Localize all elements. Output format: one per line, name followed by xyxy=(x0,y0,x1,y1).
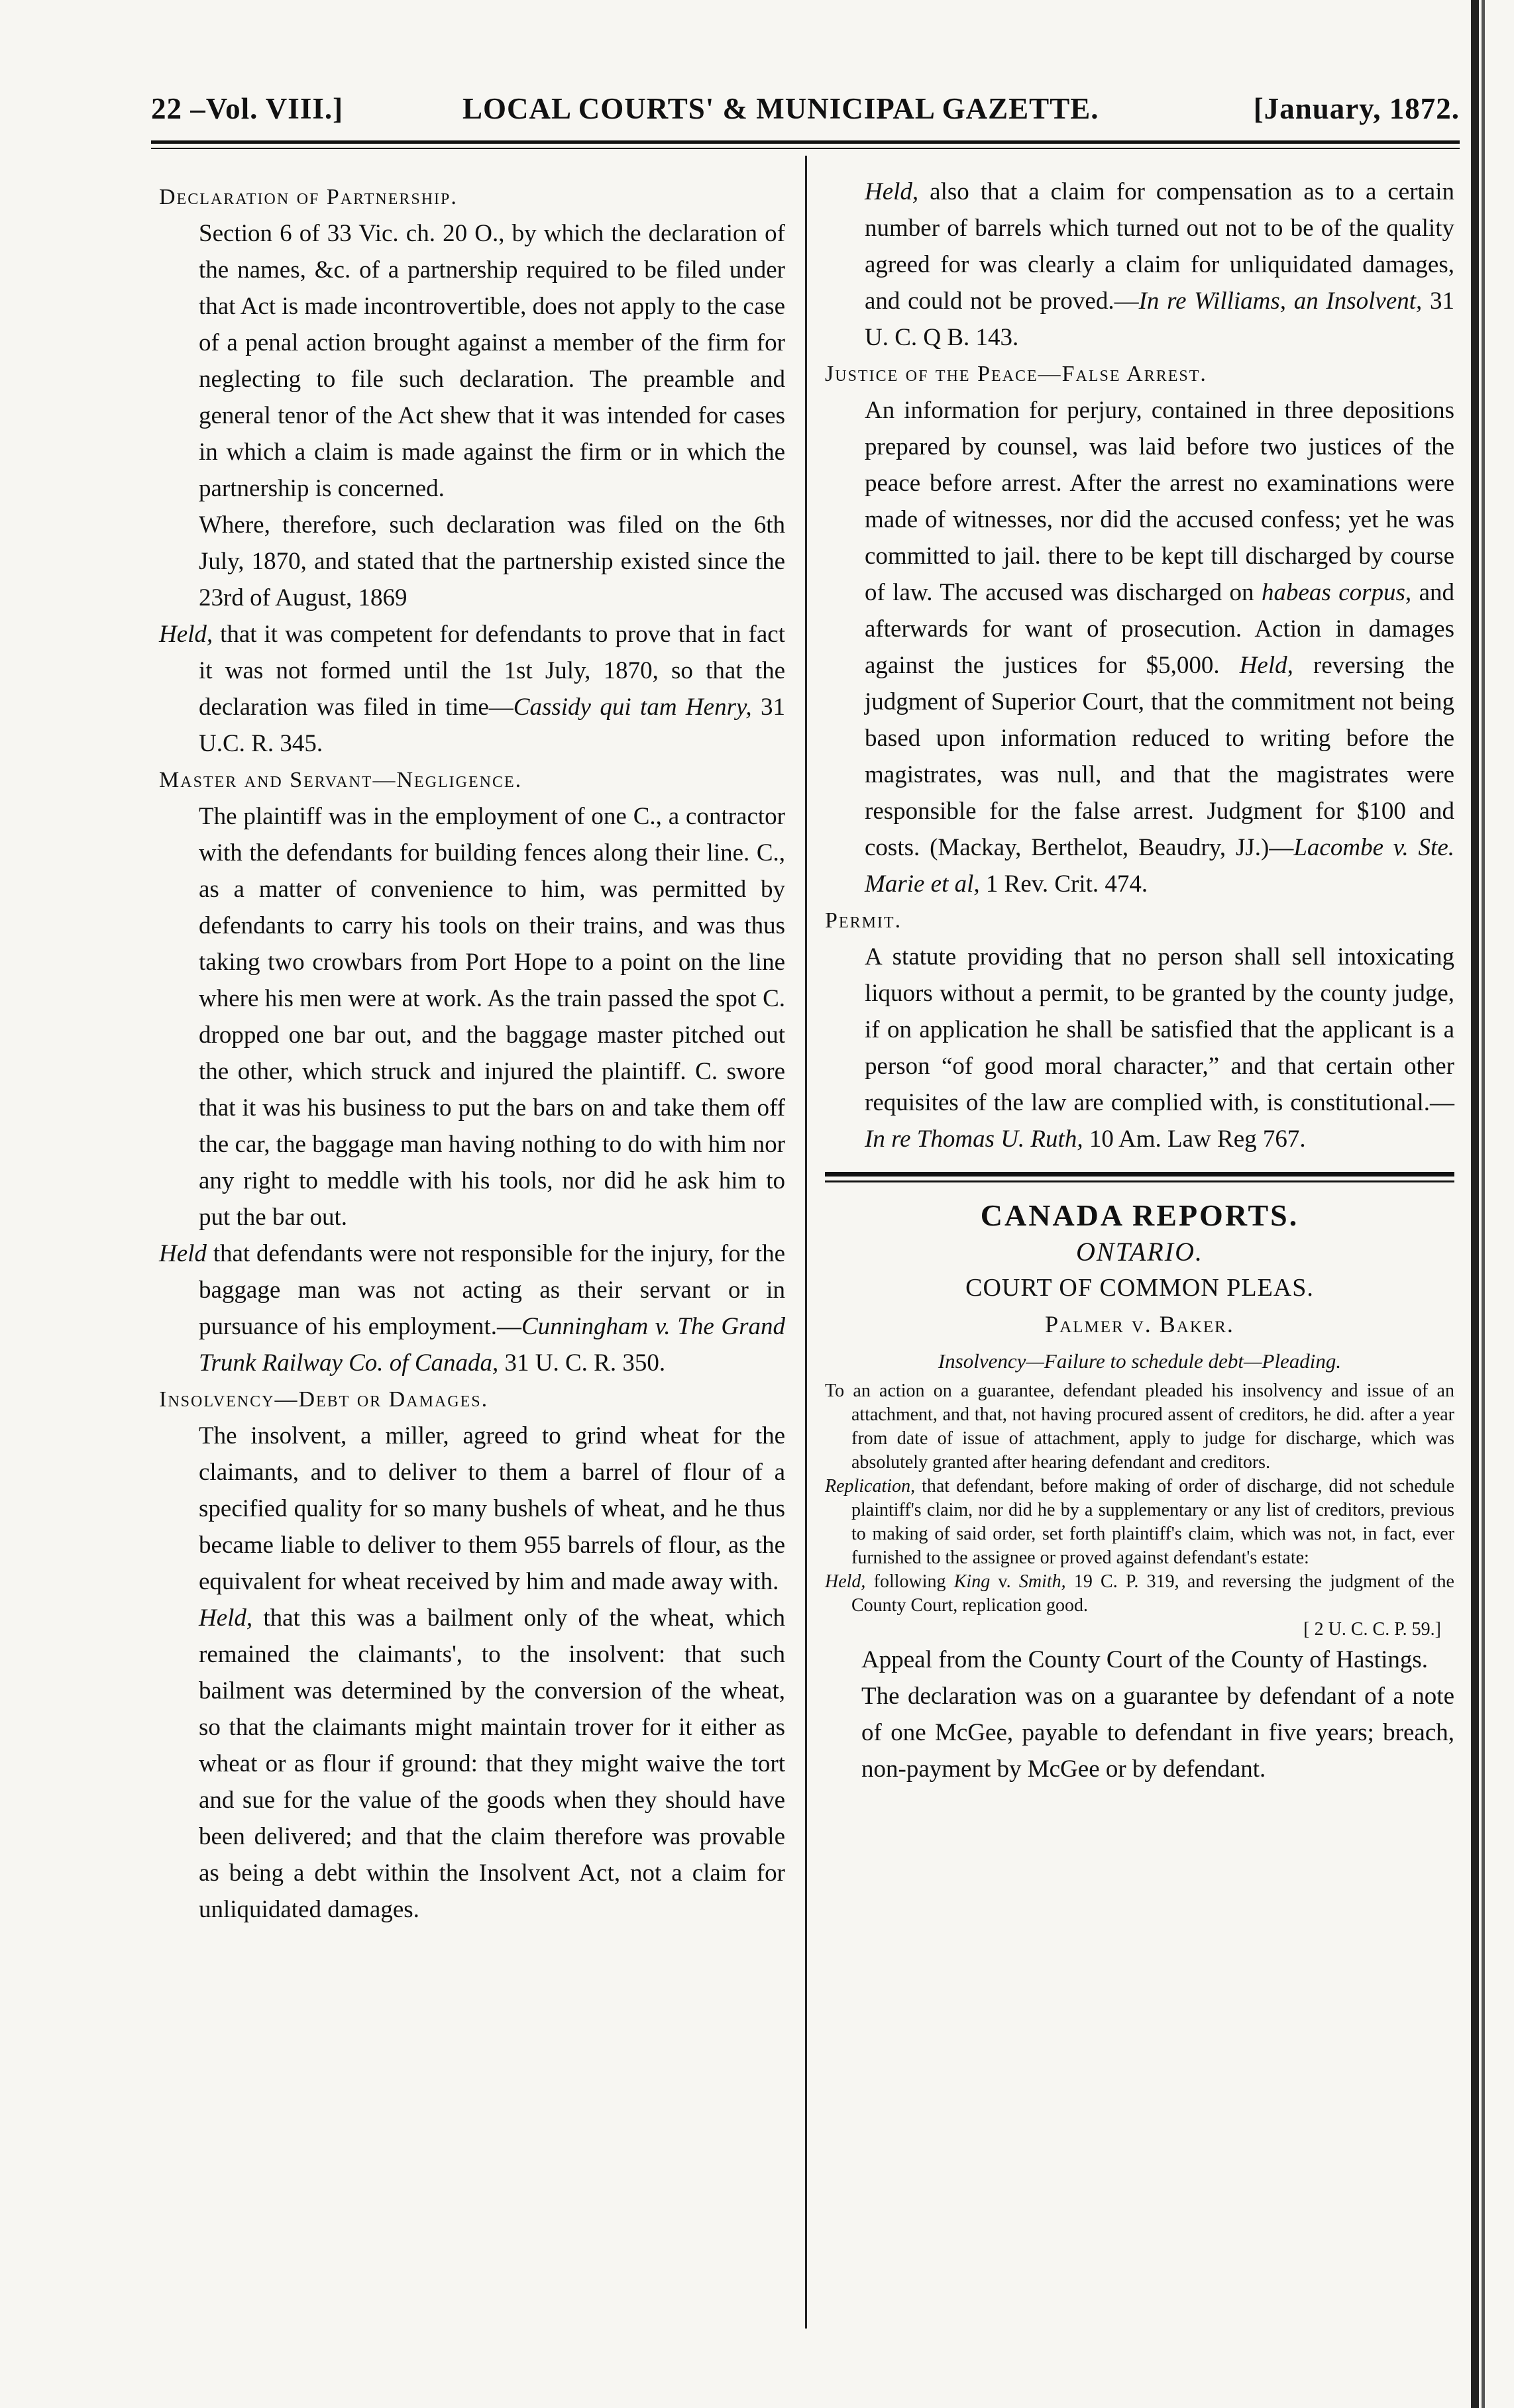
section-rule-thin xyxy=(825,1180,1454,1182)
case-citation: 10 Am. Law Reg 767. xyxy=(1083,1125,1306,1153)
paragraph: The plaintiff was in the employment of one C., a contractor with the defendants for building fences along their line. C., as a matter of convenience to him, was permitted by defendants to carry his tools on their trains, and was thus taking two crowbars from Port Hope to a point on the line where his men were at work. As the train passed the spot C. dropped one bar out, and the baggage master pitched out the other, which struck and injured the plaintiff. C. swore that it was his business to put the bars on and take them off the car, the baggage man having nothing to do with him nor any right to meddle with his tools, nor did he ask him to put the bar out. xyxy=(199,803,785,1231)
paragraph xyxy=(825,392,1454,902)
held-text: that it was competent for defendants to prove that in fact it was not formed until the 1st July, 1870, so that the declaration was filed in time— xyxy=(199,621,785,721)
case-name: Cassidy qui tam Henry, xyxy=(513,694,752,721)
held-word: Held, xyxy=(159,621,213,648)
held-paragraph xyxy=(825,174,1454,356)
syllabus-paragraph xyxy=(825,1475,1454,1570)
case-citation: 31 U. C. Q B. 143. xyxy=(865,288,1455,351)
case-name: Cunningham v. The Grand Trunk Railway Co. of Canada, xyxy=(199,1313,785,1377)
held-text: that this was a bailment only of the wheat, which remained the claimants', to the insolvent: that such bailment was determined by the conversion of the wheat, so that the claimants might maintain trover for it either as wheat or as flour if ground: that they might waive the tort and sue for the value of the goods when they should have been delivered; and that the claim therefore was provable as being a debt within the Insolvent Act, not a claim for unliquidated damages. xyxy=(199,1604,785,1923)
replication-word: Replication, xyxy=(825,1476,916,1496)
held-word: Held, xyxy=(1239,652,1293,679)
province-heading: ONTARIO. xyxy=(1076,1237,1203,1267)
paragraph: Appeal from the County Court of the County of Hastings. xyxy=(861,1646,1429,1673)
section-heading-master-servant: Master and Servant—Negligence. xyxy=(159,768,523,792)
publication-title: LOCAL COURTS' & MUNICIPAL GAZETTE. xyxy=(462,92,1099,125)
page-edge xyxy=(1471,0,1479,2408)
case-name: In re Thomas U. Ruth, xyxy=(865,1125,1083,1153)
syllabus-paragraph: To an action on a guarantee, defendant pleaded his insolvency and issue of an attachment, and that, not having procured assent of creditors, he did. after a year from date of issue of attachment, apply to judge for discharge, which was absolutely granted after hearing defendant and creditors. xyxy=(825,1381,1454,1473)
syllabus-text: that defendant, before making of order of discharge, did not schedule plaintiff's claim, nor did he by a supplementary or any list of creditors, previous to making of said order, set forth plaintiff's claim, which was not, in fact, ever furnished to the assignee or proved against defendant's estate: xyxy=(851,1476,1454,1568)
held-paragraph xyxy=(159,616,785,762)
paragraph: The declaration was on a guarantee by defendant of a note of one McGee, payable to defendant in five years; breach, non-payment by McGee or by defendant. xyxy=(861,1683,1454,1783)
case-citation: 31 U.C. R. 345. xyxy=(199,694,785,757)
syllabus-text: 19 C. P. 319, and reversing the judgment of the County Court, replication good. xyxy=(851,1571,1454,1616)
running-head xyxy=(151,91,1460,138)
held-word: Held, xyxy=(825,1571,866,1592)
held-text: also that a claim for compensation as to a certain number of barrels which turned out not to be of the quality agreed for was clearly a claim for unliquidated damages, and could not be proved.— xyxy=(865,178,1454,315)
paragraph-text: An information for perjury, contained in three depositions prepared by counsel, was laid before two justices of the peace before arrest. After the arrest no examinations were made of witnesses, nor did the accused confess; yet he was committed to jail. there to be kept till discharged by course of law. The accused was discharged on xyxy=(865,397,1454,606)
court-heading: COURT OF COMMON PLEAS. xyxy=(965,1274,1314,1302)
held-paragraph xyxy=(159,1600,785,1928)
page-volume: 22 –Vol. VIII.] xyxy=(151,92,344,125)
case-title: Palmer v. Baker. xyxy=(1045,1311,1234,1337)
header-rule xyxy=(151,140,1460,144)
section-heading-insolvency: Insolvency—Debt or Damages. xyxy=(159,1387,489,1412)
paragraph: Where, therefore, such declaration was filed on the 6th July, 1870, and stated that the partnership existed since the 23rd of August, 1869 xyxy=(199,511,785,611)
report-citation: [ 2 U. C. C. P. 59.] xyxy=(1303,1619,1441,1640)
paragraph: The insolvent, a miller, agreed to grind wheat for the claimants, and to deliver to them a barrel of flour of a specified quality for so many bushels of wheat, and he thus became liable to deliver to them 955 barrels of flour, as the equivalent for wheat received by him and made away with. xyxy=(199,1422,785,1595)
syllabus-text: following xyxy=(865,1571,954,1592)
paragraph xyxy=(825,939,1454,1157)
paragraph-text: and afterwards for want of prosecution. Action in damages against the justices for $5,000. xyxy=(865,579,1454,679)
held-paragraph xyxy=(159,1235,785,1381)
section-rule xyxy=(825,1172,1454,1177)
reports-title: CANADA REPORTS. xyxy=(980,1198,1299,1232)
case-name: In re Williams, an Insolvent, xyxy=(1138,288,1423,315)
held-word: Held xyxy=(159,1240,207,1267)
syllabus-title: Insolvency—Failure to schedule debt—Pleading. xyxy=(938,1349,1342,1373)
held-text: that defendants were not responsible for the injury, for the baggage man was not acting as their servant or in pursuance of his employment.— xyxy=(199,1240,785,1340)
case-name: Lacombe v. Ste. Marie et al, xyxy=(865,834,1454,898)
page-edge-inner xyxy=(1482,0,1485,2408)
left-column xyxy=(159,179,785,1928)
habeas-corpus: habeas corpus, xyxy=(1261,579,1412,606)
paragraph: Section 6 of 33 Vic. ch. 20 O., by which the declaration of the names, &c. of a partnership required to be filed under that Act is made incontrovertible, does not apply to the case of a penal action brought against a member of the firm for neglecting to file such declaration. The preamble and general tenor of the Act shew that it was intended for cases in which a claim is made against the firm or in which the partnership is concerned. xyxy=(199,220,785,502)
section-heading-partnership: Declaration of Partnership. xyxy=(159,185,458,209)
syllabus-text: v. xyxy=(990,1571,1019,1592)
syllabus-paragraph xyxy=(825,1570,1454,1618)
section-heading-permit: Permit. xyxy=(825,908,902,933)
case-citation: 1 Rev. Crit. 474. xyxy=(979,870,1148,898)
column-divider xyxy=(805,156,807,2329)
case-party: King xyxy=(953,1571,991,1592)
case-citation: 31 U. C. R. 350. xyxy=(498,1349,666,1377)
paragraph-text: A statute providing that no person shall sell intoxicating liquors without a permit, to be granted by the county judge, if on application he shall be satisfied that the applicant is a person “of good moral character,” and that certain other requisites of the law are complied with, is constitutional.— xyxy=(865,943,1454,1116)
held-word: Held, xyxy=(865,178,919,205)
section-heading-justice: Justice of the Peace—False Arrest. xyxy=(825,362,1207,386)
right-column xyxy=(825,174,1454,1787)
paragraph-text: reversing the judgment of Superior Court, that the commitment not being based upon information reduced to writing before the magistrates, was null, and that the magistrates were responsible for the false arrest. Judgment for $100 and costs. (Mackay, Berthelot, Beaudry, JJ.)— xyxy=(865,652,1454,861)
case-party: Smith, xyxy=(1018,1571,1066,1592)
issue-date: [January, 1872. xyxy=(1253,92,1460,125)
header-rule-thin xyxy=(151,148,1460,149)
held-word: Held, xyxy=(199,1604,253,1632)
